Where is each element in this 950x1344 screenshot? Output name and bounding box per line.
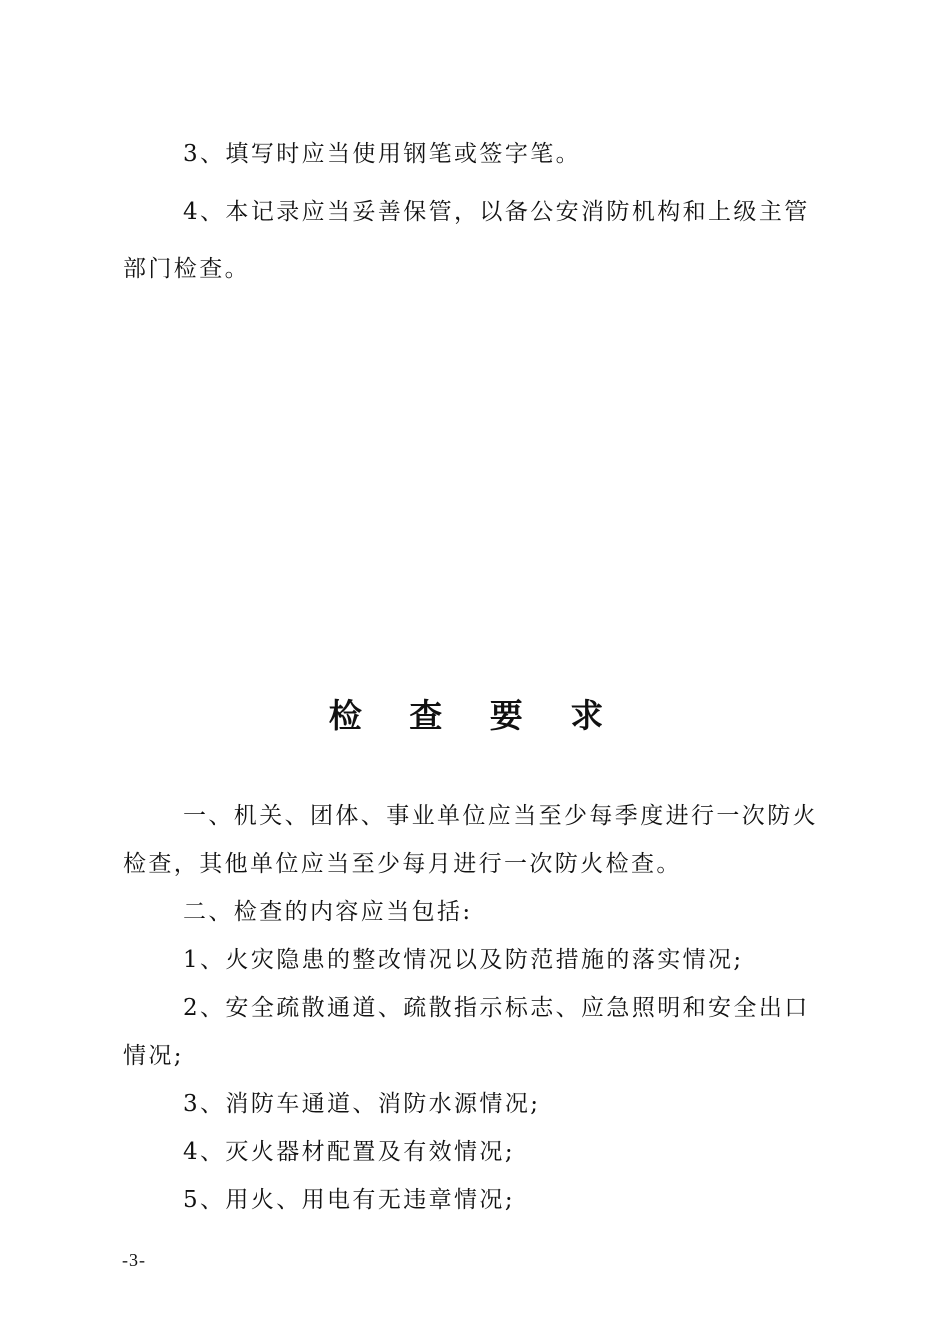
requirement-para-1: 一、机关、团体、事业单位应当至少每季度进行一次防火检查，其他单位应当至少每月进行一次防火检查。 bbox=[123, 803, 818, 877]
page-number: -3- bbox=[122, 1250, 146, 1270]
requirement-item-5: 5、用火、用电有无违章情况; bbox=[183, 1187, 515, 1213]
requirement-para-2: 二、检查的内容应当包括: bbox=[183, 899, 473, 925]
requirement-item-3: 3、消防车通道、消防水源情况; bbox=[183, 1091, 541, 1117]
instruction-item-3: 3、填写时应当使用钢笔或签字笔。 bbox=[183, 141, 582, 167]
instruction-item-4: 4、本记录应当妥善保管，以备公安消防机构和上级主管部门检查。 bbox=[123, 199, 810, 282]
section-title: 检 查 要 求 bbox=[328, 696, 622, 735]
requirement-item-1: 1、火灾隐患的整改情况以及防范措施的落实情况; bbox=[183, 947, 744, 973]
requirement-item-4: 4、灭火器材配置及有效情况; bbox=[183, 1139, 515, 1165]
requirement-item-2: 2、安全疏散通道、疏散指示标志、应急照明和安全出口情况; bbox=[123, 995, 810, 1069]
